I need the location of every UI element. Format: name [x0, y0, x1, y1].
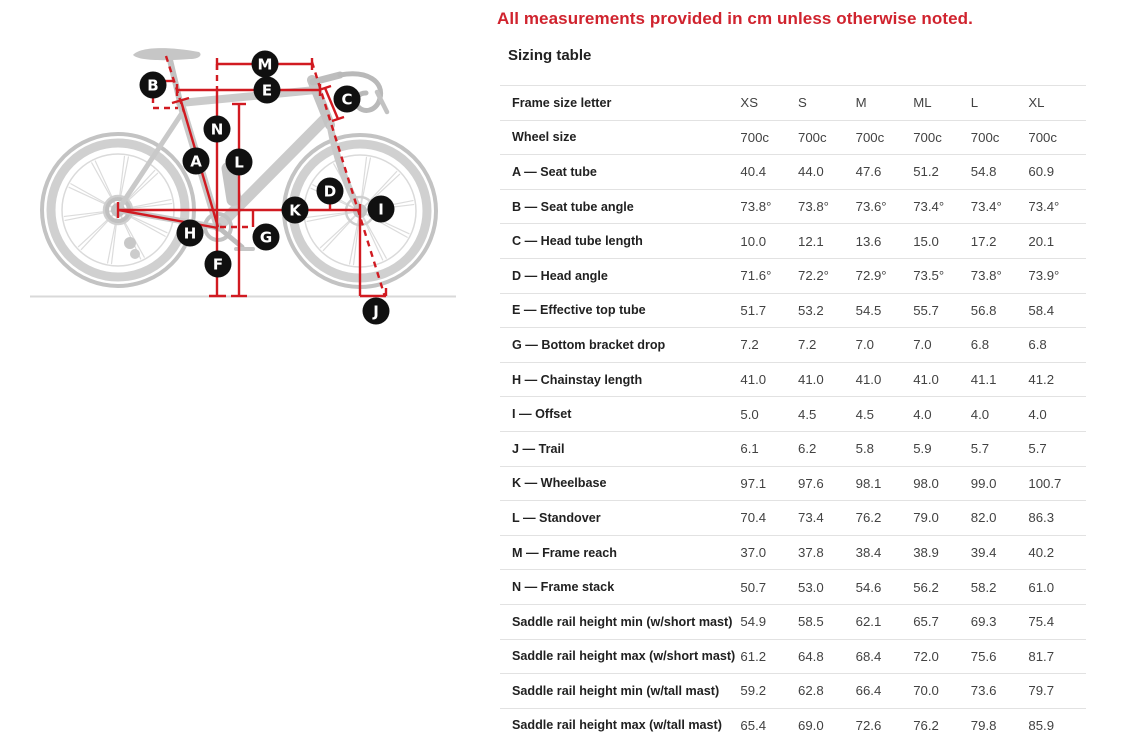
table-row	[500, 396, 1086, 431]
cell-value: 6.2	[798, 441, 817, 457]
row-label: K — Wheelbase	[512, 476, 607, 491]
cell-value: 98.0	[913, 475, 939, 491]
cell-value: 53.2	[798, 302, 824, 318]
sizing-table	[500, 85, 1086, 742]
row-label: H — Chainstay length	[512, 372, 643, 387]
cell-value: 55.7	[913, 302, 939, 318]
table-row	[500, 85, 1086, 120]
cell-value: 73.4°	[970, 199, 1002, 215]
cell-value: 700c	[1028, 129, 1057, 145]
cell-value: 58.2	[970, 579, 997, 595]
row-label: Saddle rail height max (w/short mast)	[512, 649, 736, 664]
cell-value: 7.0	[855, 337, 874, 353]
row-label: M — Frame reach	[512, 545, 617, 560]
cell-value: 40.2	[1028, 545, 1055, 561]
cell-value: 97.1	[740, 475, 767, 491]
diagram-label-letter: E	[261, 81, 273, 100]
cell-value: 68.4	[855, 648, 882, 664]
cell-value: S	[798, 95, 807, 111]
cell-value: 56.2	[913, 579, 939, 595]
cell-value: 56.8	[970, 302, 997, 318]
cell-value: 72.2°	[798, 268, 829, 284]
row-label: B — Seat tube angle	[512, 199, 634, 214]
table-row	[500, 569, 1086, 604]
cell-value: 73.9°	[1028, 268, 1060, 284]
cell-value: 73.8°	[740, 199, 772, 215]
table-row	[500, 673, 1086, 708]
table-row	[500, 604, 1086, 639]
row-label: E — Effective top tube	[512, 303, 646, 318]
cell-value: L	[970, 95, 979, 111]
row-label: Saddle rail height max (w/tall mast)	[512, 718, 722, 733]
cell-value: 17.2	[970, 233, 997, 249]
cell-value: 700c	[970, 129, 1000, 145]
sizing-table-title: Sizing table	[508, 47, 592, 64]
cell-value: 73.4	[798, 510, 824, 526]
cell-value: 72.0	[913, 648, 939, 664]
cell-value: 5.0	[740, 406, 759, 422]
diagram-label-letter: G	[259, 228, 273, 247]
cell-value: 700c	[740, 129, 770, 145]
cell-value: 72.6	[855, 717, 882, 733]
cell-value: 5.7	[1028, 441, 1047, 457]
cell-value: 71.6°	[740, 268, 772, 284]
cell-value: 61.0	[1028, 579, 1055, 595]
cell-value: 86.3	[1028, 510, 1055, 526]
cell-value: 54.5	[855, 302, 882, 318]
cell-value: 10.0	[740, 233, 767, 249]
cell-value: 70.4	[740, 510, 767, 526]
diagram-label-letter: J	[373, 302, 379, 321]
table-row	[500, 293, 1086, 328]
cell-value: 79.7	[1028, 683, 1055, 699]
cell-value: 38.9	[913, 545, 939, 561]
cell-value: XL	[1028, 95, 1045, 111]
table-row	[500, 362, 1086, 397]
cell-value: M	[855, 95, 867, 111]
cell-value: 700c	[855, 129, 885, 145]
diagram-label-letter: N	[210, 120, 224, 139]
cell-value: 97.6	[798, 475, 824, 491]
cell-value: 51.7	[740, 302, 767, 318]
cell-value: 4.5	[798, 406, 817, 422]
row-label: D — Head angle	[512, 268, 608, 283]
cell-value: 15.0	[913, 233, 939, 249]
row-label: A — Seat tube	[512, 164, 597, 179]
table-row	[500, 466, 1086, 501]
row-label: Wheel size	[512, 130, 577, 145]
cell-value: XS	[740, 95, 759, 111]
cell-value: 76.2	[913, 717, 939, 733]
cell-value: 13.6	[855, 233, 882, 249]
cell-value: 12.1	[798, 233, 824, 249]
cell-value: 39.4	[970, 545, 997, 561]
cell-value: 73.8°	[970, 268, 1002, 284]
table-row	[500, 500, 1086, 535]
cell-value: 73.6°	[855, 199, 887, 215]
cell-value: 59.2	[740, 683, 767, 699]
cell-value: 4.5	[855, 406, 874, 422]
row-label: L — Standover	[512, 510, 601, 525]
cell-value: 4.0	[970, 406, 990, 422]
cell-value: 73.4°	[1028, 199, 1060, 215]
row-label: J — Trail	[512, 441, 565, 456]
cell-value: 700c	[913, 129, 942, 145]
cell-value: 41.1	[970, 372, 997, 388]
cell-value: 64.8	[798, 648, 824, 664]
diagram-label-letter: K	[289, 201, 301, 220]
cell-value: 65.4	[740, 717, 767, 733]
cell-value: 7.2	[740, 337, 759, 353]
cell-value: 51.2	[913, 164, 939, 180]
table-row	[500, 431, 1086, 466]
diagram-label-letter: H	[183, 224, 197, 243]
cell-value: 61.2	[740, 648, 767, 664]
diagram-label-letter: A	[190, 152, 202, 171]
cell-value: 79.8	[970, 717, 997, 733]
cell-value: 58.5	[798, 614, 824, 630]
table-row	[500, 223, 1086, 258]
cell-value: 47.6	[855, 164, 882, 180]
cell-value: 69.0	[798, 717, 824, 733]
cell-value: 100.7	[1028, 475, 1062, 491]
cell-value: 73.6	[970, 683, 997, 699]
cell-value: 54.8	[970, 164, 997, 180]
diagram-label-letter: L	[234, 153, 244, 172]
cell-value: 6.8	[970, 337, 990, 353]
cell-value: 75.4	[1028, 614, 1055, 630]
cell-value: 73.4°	[913, 199, 945, 215]
row-label: N — Frame stack	[512, 580, 615, 595]
cell-value: 62.8	[798, 683, 824, 699]
cell-value: 6.8	[1028, 337, 1047, 353]
table-row	[500, 189, 1086, 224]
cell-value: 54.6	[855, 579, 882, 595]
cell-value: 50.7	[740, 579, 767, 595]
cell-value: 4.0	[913, 406, 932, 422]
cell-value: 5.9	[913, 441, 932, 457]
cell-value: 72.9°	[855, 268, 887, 284]
table-row	[500, 327, 1086, 362]
cell-value: 20.1	[1028, 233, 1055, 249]
cell-value: 82.0	[970, 510, 997, 526]
cell-value: 5.8	[855, 441, 874, 457]
cell-value: 70.0	[913, 683, 939, 699]
cell-value: 60.9	[1028, 164, 1055, 180]
cell-value: 75.6	[970, 648, 997, 664]
cell-value: 69.3	[970, 614, 997, 630]
cell-value: 85.9	[1028, 717, 1055, 733]
cell-value: 5.7	[970, 441, 990, 457]
cell-value: 40.4	[740, 164, 767, 180]
cell-value: 6.1	[740, 441, 759, 457]
cell-value: 81.7	[1028, 648, 1055, 664]
cell-value: 58.4	[1028, 302, 1055, 318]
diagram-label-letter: C	[341, 90, 353, 109]
sizing-table-section	[500, 46, 1086, 742]
cell-value: 41.0	[913, 372, 939, 388]
cell-value: 73.8°	[798, 199, 829, 215]
table-row	[500, 258, 1086, 293]
measurement-note: All measurements provided in cm unless otherwise noted.	[497, 9, 973, 28]
cell-value: 44.0	[798, 164, 824, 180]
table-row	[500, 639, 1086, 674]
cell-value: 53.0	[798, 579, 824, 595]
row-label: G — Bottom bracket drop	[512, 337, 666, 352]
cell-value: 65.7	[913, 614, 939, 630]
cell-value: 54.9	[740, 614, 767, 630]
table-row	[500, 708, 1086, 743]
cell-value: 7.0	[913, 337, 932, 353]
cell-value: 79.0	[913, 510, 939, 526]
row-label: Saddle rail height min (w/tall mast)	[512, 683, 720, 698]
row-label: Frame size letter	[512, 95, 612, 110]
row-label: Saddle rail height min (w/short mast)	[512, 614, 733, 629]
cell-value: 41.0	[740, 372, 767, 388]
cell-value: 37.0	[740, 545, 767, 561]
diagram-label-letter: F	[212, 255, 224, 274]
cell-value: 62.1	[855, 614, 882, 630]
row-label: I — Offset	[512, 407, 572, 422]
cell-value: ML	[913, 95, 932, 111]
diagram-label-letter: B	[147, 76, 159, 95]
diagram-label-letter: D	[323, 182, 337, 201]
cell-value: 41.0	[798, 372, 824, 388]
cell-value: 41.2	[1028, 372, 1055, 388]
cell-value: 41.0	[855, 372, 882, 388]
cell-value: 73.5°	[913, 268, 945, 284]
cell-value: 38.4	[855, 545, 882, 561]
diagram-label-letter: M	[257, 55, 273, 74]
cell-value: 700c	[798, 129, 827, 145]
cell-value: 99.0	[970, 475, 997, 491]
cell-value: 66.4	[855, 683, 882, 699]
table-row	[500, 120, 1086, 155]
diagram-label-letter: I	[378, 200, 384, 219]
cell-value: 76.2	[855, 510, 882, 526]
bike-geometry-diagram	[0, 0, 470, 340]
cell-value: 4.0	[1028, 406, 1047, 422]
cell-value: 7.2	[798, 337, 817, 353]
cell-value: 37.8	[798, 545, 824, 561]
row-label: C — Head tube length	[512, 234, 643, 249]
cell-value: 98.1	[855, 475, 882, 491]
table-row	[500, 154, 1086, 189]
table-row	[500, 535, 1086, 570]
